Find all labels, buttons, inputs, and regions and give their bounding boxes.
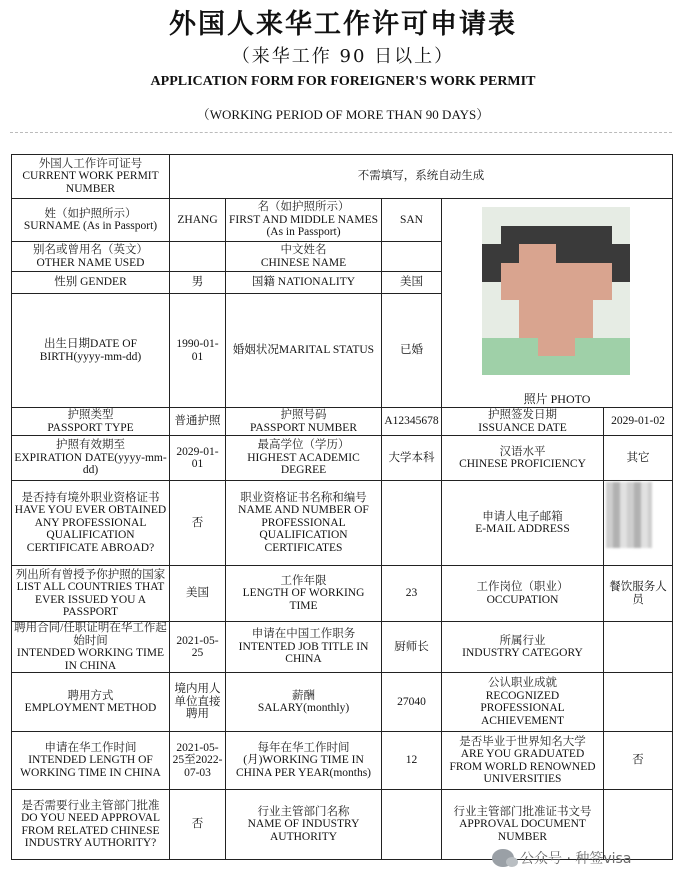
label-passport-type: 护照类型 PASSPORT TYPE [12, 408, 170, 436]
label-given-names: 名（如护照所示） FIRST AND MIDDLE NAMES (As in Passport) [226, 199, 382, 242]
label-employment: 聘用方式 EMPLOYMENT METHOD [12, 673, 170, 732]
photo-pixel [575, 263, 594, 282]
photo-pixel [482, 207, 501, 226]
row-employment [12, 673, 673, 732]
photo-pixel [575, 244, 594, 263]
photo-pixel [593, 207, 612, 226]
photo-pixel [519, 356, 538, 375]
value-nationality[interactable]: 美国 [382, 272, 442, 294]
photo-pixel [501, 300, 520, 319]
divider [10, 132, 672, 133]
photo-pixel [612, 356, 631, 375]
label-intended-start: 聘用合同/任职证明在华工作起始时间 INTENDED WORKING TIME IN CHINA [12, 622, 170, 673]
photo-pixel [612, 338, 631, 357]
label-achievement: 公认职业成就 RECOGNIZED PROFESSIONAL ACHIEVEMENT [442, 673, 604, 732]
photo-pixel [482, 244, 501, 263]
value-employment[interactable]: 境内用人单位直接聘用 [170, 673, 226, 732]
row-permit-number [12, 155, 673, 199]
photo-pixel [556, 263, 575, 282]
photo-pixel [501, 263, 520, 282]
photo-pixel [593, 244, 612, 263]
photo-pixel [482, 282, 501, 301]
label-other-name: 别名或曾用名（英文） OTHER NAME USED [12, 242, 170, 272]
label-nationality: 国籍 NATIONALITY [226, 272, 382, 294]
value-per-year[interactable]: 12 [382, 732, 442, 790]
photo-pixel [538, 319, 557, 338]
photo-pixel [519, 300, 538, 319]
label-surname: 姓（如护照所示） SURNAME (As in Passport) [12, 199, 170, 242]
label-marital: 婚姻状况MARITAL STATUS [226, 294, 382, 408]
value-issuance-date[interactable]: 2029-01-02 [604, 408, 673, 436]
label-degree: 最高学位（学历） HIGHEST ACADEMIC DEGREE [226, 436, 382, 481]
label-approval-needed: 是否需要行业主管部门批准 DO YOU NEED APPROVAL FROM RELATED CHINESE INDUSTRY AUTHORITY? [12, 790, 170, 860]
photo-pixel [593, 300, 612, 319]
label-approval-doc: 行业主管部门批准证书文号 APPROVAL DOCUMENT NUMBER [442, 790, 604, 860]
value-passport-type[interactable]: 普通护照 [170, 408, 226, 436]
form-title-zh: 外国人来华工作许可申请表 [169, 9, 517, 40]
value-chinese-name[interactable] [382, 242, 442, 272]
watermark [492, 845, 682, 871]
label-passport-number: 护照号码 PASSPORT NUMBER [226, 408, 382, 436]
label-occupation: 工作岗位（职业） OCCUPATION [442, 566, 604, 622]
photo-pixel [482, 300, 501, 319]
row-intended-start [12, 622, 673, 673]
photo-pixel [538, 300, 557, 319]
label-cert-names: 职业资格证书名称和编号 NAME AND NUMBER OF PROFESSIONAL QUALIFICATION CERTIFICATES [226, 481, 382, 566]
photo-pixel [501, 282, 520, 301]
row-countries [12, 566, 673, 622]
photo-pixel [593, 226, 612, 245]
photo-pixel [612, 207, 631, 226]
photo-pixel [556, 282, 575, 301]
label-expiration: 护照有效期至 EXPIRATION DATE(yyyy-mm-dd) [12, 436, 170, 481]
photo-pixel [501, 244, 520, 263]
photo-pixel [519, 226, 538, 245]
value-surname[interactable]: ZHANG [170, 199, 226, 242]
value-marital[interactable]: 已婚 [382, 294, 442, 408]
photo-pixel [482, 319, 501, 338]
photo-pixel [556, 338, 575, 357]
photo-pixel [538, 207, 557, 226]
photo-pixel [575, 300, 594, 319]
photo-pixel [612, 263, 631, 282]
label-countries: 列出所有曾授予你护照的国家 LIST ALL COUNTRIES THAT EVER ISSUED YOU A PASSPORT [12, 566, 170, 622]
form-header [0, 0, 686, 132]
photo-pixel [575, 319, 594, 338]
photo-pixel [482, 226, 501, 245]
value-working-time[interactable]: 23 [382, 566, 442, 622]
label-industry: 所属行业 INDUSTRY CATEGORY [442, 622, 604, 673]
photo-pixel [501, 338, 520, 357]
value-given-names[interactable]: SAN [382, 199, 442, 242]
photo-pixel [501, 319, 520, 338]
photo-pixel [519, 263, 538, 282]
value-intended-length[interactable]: 2021-05-25至2022-07-03 [170, 732, 226, 790]
wechat-icon [492, 849, 514, 867]
label-working-time: 工作年限 LENGTH OF WORKING TIME [226, 566, 382, 622]
photo-pixel [501, 207, 520, 226]
photo-pixel [538, 263, 557, 282]
photo-pixel [612, 226, 631, 245]
photo-pixel [612, 282, 631, 301]
form-subtitle-en: （WORKING PERIOD OF MORE THAN 90 DAYS） [196, 107, 490, 122]
photo-pixel [575, 207, 594, 226]
label-authority-name: 行业主管部门名称 NAME OF INDUSTRY AUTHORITY [226, 790, 382, 860]
value-permit-number[interactable]: 不需填写，系统自动生成 [170, 155, 673, 199]
redacted-email-blur [606, 482, 652, 548]
row-intended-length [12, 732, 673, 790]
row-qualification [12, 481, 673, 566]
application-form-table [11, 154, 673, 860]
row-names [12, 199, 673, 242]
value-degree[interactable]: 大学本科 [382, 436, 442, 481]
label-job-title: 申请在中国工作职务 INTENTED JOB TITLE IN CHINA [226, 622, 382, 673]
label-intended-length: 申请在华工作时间 INTENDED LENGTH OF WORKING TIME IN CHINA [12, 732, 170, 790]
label-gender: 性别 GENDER [12, 272, 170, 294]
photo-pixel [575, 282, 594, 301]
photo-pixel [612, 244, 631, 263]
value-gender[interactable]: 男 [170, 272, 226, 294]
photo-pixel [556, 207, 575, 226]
value-dob[interactable]: 1990-01-01 [170, 294, 226, 408]
watermark-text: 公众号 · 种签visa [520, 851, 632, 867]
photo-label: 照片 PHOTO [523, 391, 591, 406]
form-subtitle-zh: （来华工作 90 日以上） [231, 46, 455, 67]
value-qualification[interactable]: 否 [170, 481, 226, 566]
photo-cell [442, 199, 673, 408]
value-salary[interactable]: 27040 [382, 673, 442, 732]
photo-pixel [575, 338, 594, 357]
photo-pixel [501, 356, 520, 375]
label-graduated: 是否毕业于世界知名大学 ARE YOU GRADUATED FROM WORLD RENOWNED UNIVERSITIES [442, 732, 604, 790]
photo-pixel [538, 282, 557, 301]
label-proficiency: 汉语水平 CHINESE PROFICIENCY [442, 436, 604, 481]
value-industry[interactable] [604, 622, 673, 673]
photo-pixel [482, 263, 501, 282]
value-intended-start[interactable]: 2021-05-25 [170, 622, 226, 673]
photo-pixel [519, 207, 538, 226]
row-passport [12, 408, 673, 436]
photo-pixel [556, 356, 575, 375]
label-email: 申请人电子邮箱 E-MAIL ADDRESS [442, 481, 604, 566]
photo-pixel [519, 338, 538, 357]
value-expiration[interactable]: 2029-01-01 [170, 436, 226, 481]
value-achievement[interactable] [604, 673, 673, 732]
photo-pixel [538, 356, 557, 375]
value-other-name[interactable] [170, 242, 226, 272]
value-graduated[interactable]: 否 [604, 732, 673, 790]
value-authority-name[interactable] [382, 790, 442, 860]
label-chinese-name: 中文姓名 CHINESE NAME [226, 242, 382, 272]
label-dob: 出生日期DATE OF BIRTH(yyyy-mm-dd) [12, 294, 170, 408]
photo-pixel [538, 226, 557, 245]
photo-pixel [575, 356, 594, 375]
label-permit-number: 外国人工作许可证号 CURRENT WORK PERMIT NUMBER [12, 155, 170, 199]
photo-pixel [519, 244, 538, 263]
row-expiration [12, 436, 673, 481]
value-approval-needed[interactable]: 否 [170, 790, 226, 860]
photo-pixel [593, 338, 612, 357]
photo-pixel [612, 319, 631, 338]
photo-pixel [593, 263, 612, 282]
photo-pixel [593, 356, 612, 375]
photo-pixel [612, 300, 631, 319]
value-cert-names[interactable] [382, 481, 442, 566]
form-title-en: APPLICATION FORM FOR FOREIGNER'S WORK PERMIT [150, 74, 536, 89]
photo-pixel [482, 338, 501, 357]
label-issuance-date: 护照签发日期 ISSUANCE DATE [442, 408, 604, 436]
photo-pixel [538, 244, 557, 263]
value-job-title[interactable]: 厨师长 [382, 622, 442, 673]
photo-pixel [538, 338, 557, 357]
applicant-photo [482, 207, 630, 375]
label-qualification: 是否持有境外职业资格证书 HAVE YOU EVER OBTAINED ANY PROFESSIONAL QUALIFICATION CERTIFICATE ABROAD? [12, 481, 170, 566]
photo-pixel [556, 300, 575, 319]
value-countries[interactable]: 美国 [170, 566, 226, 622]
photo-pixel [593, 319, 612, 338]
photo-pixel [519, 319, 538, 338]
photo-pixel [556, 226, 575, 245]
value-proficiency[interactable]: 其它 [604, 436, 673, 481]
photo-pixel [482, 356, 501, 375]
photo-pixel [556, 319, 575, 338]
label-per-year: 每年在华工作时间 (月)WORKING TIME IN CHINA PER YEAR(months) [226, 732, 382, 790]
label-salary: 薪酬 SALARY(monthly) [226, 673, 382, 732]
photo-pixel [519, 282, 538, 301]
photo-pixel [593, 282, 612, 301]
photo-pixel [575, 226, 594, 245]
value-passport-number[interactable]: A12345678 [382, 408, 442, 436]
value-occupation[interactable]: 餐饮服务人员 [604, 566, 673, 622]
photo-pixel [501, 226, 520, 245]
photo-pixel [556, 244, 575, 263]
